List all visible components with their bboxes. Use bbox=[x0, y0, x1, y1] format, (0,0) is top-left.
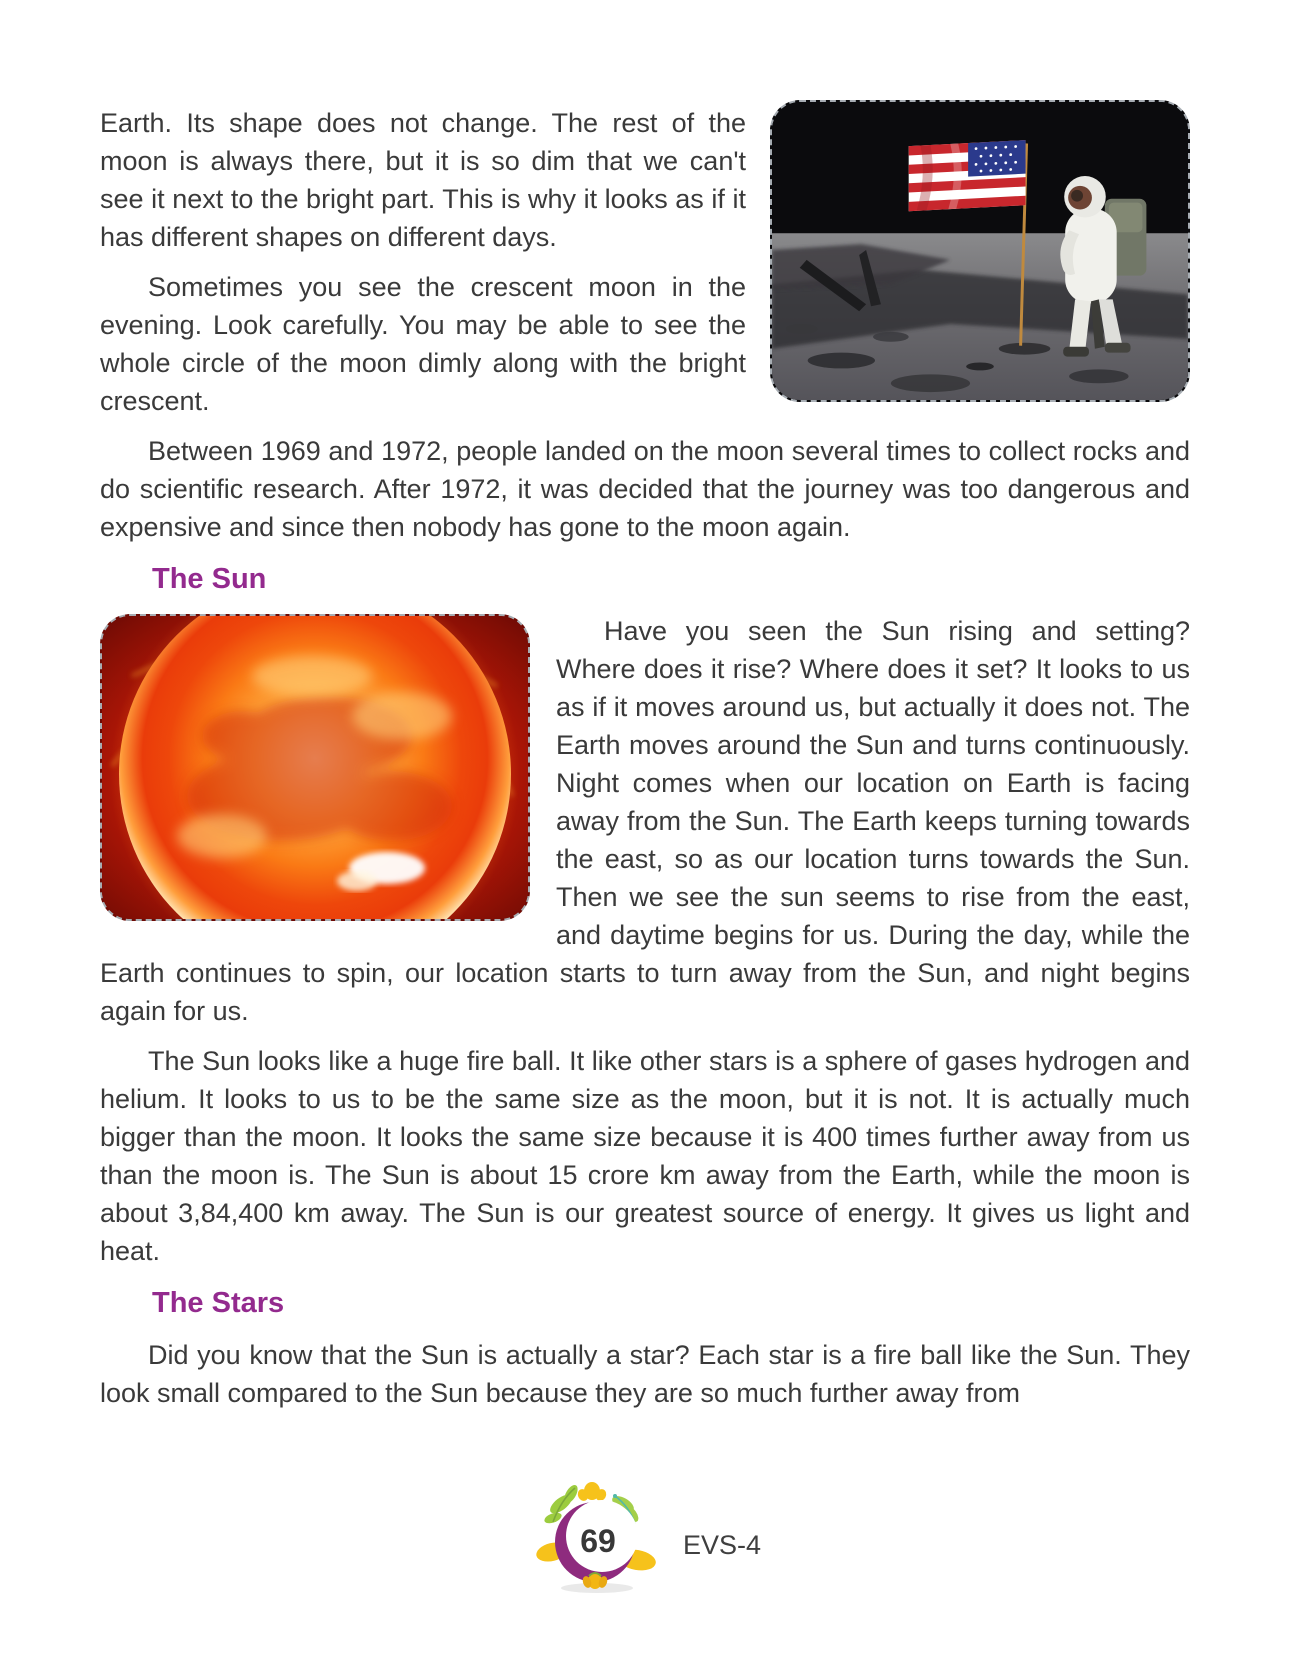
paragraph-stars: Did you know that the Sun is actually a star? Each star is a fire ball like the Sun. They look small compared to the Sun because they are so much further away from bbox=[100, 1340, 1190, 1408]
sun-photo bbox=[100, 614, 530, 921]
paragraph-sun-fireball: The Sun looks like a huge fire ball. It like other stars is a sphere of gases hydrogen and helium. It looks to us to be the same size as the moon, but it is not. It is actually much bigger than the moon. It looks the same size because it is 400 times further away from us than the moon is. The Sun is about 15 crore km away from the Earth, while the moon is about 3,84,400 km away. The Sun is our greatest source of energy. It gives us light and heat. bbox=[100, 1046, 1190, 1266]
heading-the-stars: The Stars bbox=[152, 1287, 285, 1319]
page-number-badge-icon bbox=[535, 1478, 663, 1598]
paragraph-sun-rising: Have you seen the Sun rising and setting? Where does it rise? Where does it set? It looks to us as if it moves around us, but actually it does not. The Earth moves around the Sun and turns continuously. Night comes when our location on Earth is facing away from the Sun. The Earth keeps turning towards the east, so as our location turns towards the Sun. Then we see the sun seems to rise from the east, and daytime begins for us. During the day, while the Earth continues to spin, our location starts to turn away from the Sun, and night begins again for us. bbox=[100, 616, 1190, 1026]
paragraph-moon-shape: Earth. Its shape does not change. The rest of the moon is always there, but it is so dim that we can't see it next to the bright part. This is why it looks as if it has different shapes on different days. bbox=[100, 108, 746, 252]
sun-illustration bbox=[102, 616, 528, 919]
paragraph-crescent-moon: Sometimes you see the crescent moon in the evening. Look carefully. You may be able to see the whole circle of the moon dimly along with the bright crescent. bbox=[100, 272, 746, 416]
page-footer bbox=[0, 1478, 1296, 1598]
book-label: EVS-4 bbox=[682, 1529, 762, 1560]
heading-the-sun: The Sun bbox=[152, 563, 267, 595]
moon-landing-photo bbox=[770, 100, 1190, 402]
page-number: 69 bbox=[580, 1523, 616, 1559]
page-content bbox=[100, 104, 1190, 1424]
paragraph-moon-landings: Between 1969 and 1972, people landed on the moon several times to collect rocks and do scientific research. After 1972, it was decided that the journey was too dangerous and expensive and since then nobody has gone to the moon again. bbox=[100, 436, 1190, 542]
moon-landing-illustration bbox=[772, 102, 1188, 400]
